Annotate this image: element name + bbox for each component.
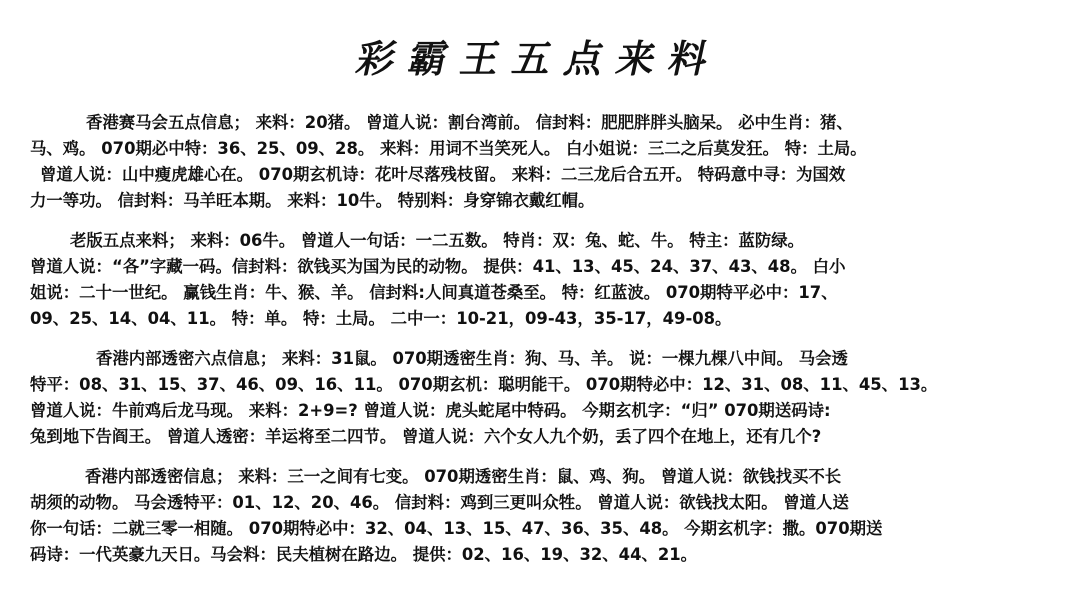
section2-line-2: 曾道人说：“各”字藏一码。信封料：欲钱买为国为民的动物。 提供：41、13、45、24、37、43、48。 白小 xyxy=(30,257,846,276)
section2-line-4: 09、25、14、04、11。 特：单。 特：土局。 二中一：10-21，09-43，35-17，49-08。 xyxy=(30,309,732,328)
section1-line-3: 曾道人说：山中瘦虎雄心在。 070期玄机诗：花叶尽落残枝留。 来料：二三龙后合五开。 特码意中寻：为国效 xyxy=(40,165,846,184)
section-hk-internal-info xyxy=(30,464,1044,568)
section1-line-4: 力一等功。 信封料：马羊旺本期。 来料：10牛。 特别料：身穿锦衣戴红帽。 xyxy=(30,191,595,210)
section-hk-racing-five-point xyxy=(30,110,1044,214)
section3-line-4: 兔到地下告阎王。 曾道人透密：羊运将至二四节。 曾道人说：六个女人九个奶，丢了四个在地上，还有几个? xyxy=(30,427,822,446)
section3-line-1: 香港内部透密六点信息； 来料：31鼠。 070期透密生肖：狗、马、羊。 说：一棵九棵八中间。 马会透 xyxy=(96,349,848,368)
page-title: 彩霸王五点来料 xyxy=(352,36,727,81)
section4-line-2: 胡须的动物。 马会透特平：01、12、20、46。 信封料：鸡到三更叫众牲。 曾道人说：欲钱找太阳。 曾道人送 xyxy=(30,493,849,512)
section3-line-2: 特平：08、31、15、37、46、09、16、11。 070期玄机：聪明能干。 070期特必中：12、31、08、11、45、13。 xyxy=(30,375,938,394)
section4-line-1: 香港内部透密信息； 来料：三一之间有七变。 070期透密生肖：鼠、鸡、狗。 曾道人说：欲钱找买不长 xyxy=(85,467,842,486)
section2-line-1: 老版五点来料； 来料：06牛。 曾道人一句话：一二五数。 特肖：双：兔、蛇、牛。 特主：蓝防绿。 xyxy=(70,231,805,250)
section4-line-4: 码诗：一代英豪九天日。马会料：民夫植树在路边。 提供：02、16、19、32、44、21。 xyxy=(30,545,698,564)
section-hk-internal-six-point xyxy=(30,346,1044,450)
section1-line-1: 香港赛马会五点信息； 来料：20猪。 曾道人说：割台湾前。 信封料：肥肥胖胖头脑呆。 必中生肖：猪、 xyxy=(86,113,853,132)
section3-line-3: 曾道人说：牛前鸡后龙马现。 来料：2+9=? 曾道人说：虎头蛇尾中特码。 今期玄机字：“归” 070期送码诗: xyxy=(30,401,831,420)
section1-line-2: 马、鸡。 070期必中特：36、25、09、28。 来料：用词不当笑死人。 白小姐说：三二之后莫发狂。 特：土局。 xyxy=(30,139,867,158)
section4-line-3: 你一句话：二就三零一相随。 070期特必中：32、04、13、15、47、36、35、48。 今期玄机字：撒。070期送 xyxy=(30,519,883,538)
section-old-version-five-point xyxy=(30,228,1044,332)
section2-line-3: 姐说：二十一世纪。 赢钱生肖：牛、猴、羊。 信封料:人间真道苍桑至。 特：红蓝波。 070期特平必中：17、 xyxy=(30,283,838,302)
